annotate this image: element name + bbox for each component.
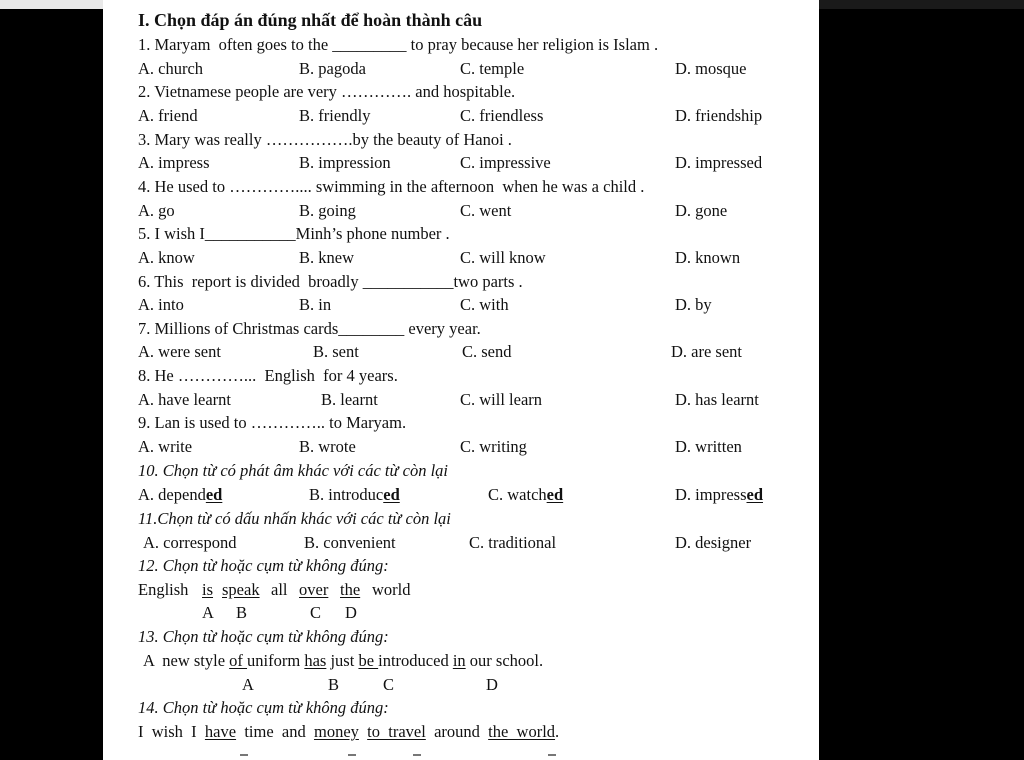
q10-option-a-stem: A. depend [138, 485, 206, 504]
question-5 [138, 222, 450, 246]
question-text: 5. I wish I___________Minh’s phone number . [138, 224, 450, 244]
option-c: C. temple [460, 58, 525, 78]
option-c: C. will know [460, 247, 546, 267]
option-c: C. friendless [460, 105, 544, 125]
question-text: 3. Mary was really …………….by the beauty of Hanoi . [138, 129, 512, 149]
option-c: C. send [462, 342, 512, 362]
option-a: A. church [138, 58, 204, 78]
options-row-5 [138, 246, 798, 270]
cut-off-mark [240, 754, 248, 756]
q12-underlined-b: speak [222, 580, 260, 599]
q14-text-3 [359, 722, 367, 741]
options-row-8 [138, 388, 798, 412]
q13-text-5: our school. [465, 651, 544, 670]
options-row-7 [138, 340, 798, 364]
q13-underlined-d: in [452, 651, 466, 670]
option-c: C. writing [460, 437, 527, 456]
q10-option-c [488, 483, 563, 507]
option-d: D. friendship [675, 105, 763, 125]
option-d: D. has learnt [675, 389, 759, 409]
section-title-text: I. Chọn đáp án đúng nhất để hoàn thành câu [138, 10, 483, 30]
q13-underlined-b: has [304, 651, 327, 670]
q10-option-d [675, 483, 763, 507]
options-row-1 [138, 57, 798, 81]
options-row-4 [138, 199, 798, 223]
q12-word-all: all [271, 580, 288, 599]
option-c: C. with [460, 295, 509, 315]
q13-text-3: just [326, 651, 359, 670]
q13-sentence [143, 649, 543, 673]
q13-letter-row [138, 673, 538, 697]
question-text: 6. This report is divided broadly ___________two parts . [138, 271, 523, 291]
option-b: B. learnt [321, 389, 378, 409]
q13-letter-b: B [328, 675, 340, 694]
q11-instruction-text: 11.Chọn từ có dấu nhấn khác với các từ còn lại [138, 509, 451, 528]
option-b: B. in [299, 295, 332, 315]
q10-instruction [138, 459, 448, 483]
option-b: B. going [299, 200, 356, 220]
question-6 [138, 270, 523, 294]
question-9 [138, 411, 406, 435]
option-b: B. impression [299, 153, 391, 173]
options-row-9 [138, 435, 798, 459]
q14-text-4: around [425, 722, 489, 741]
option-a: A. into [138, 295, 184, 315]
question-text: 1. Maryam often goes to the _________ to pray because her religion is Islam . [138, 35, 659, 54]
cut-off-mark [548, 754, 556, 756]
question-text: 2. Vietnamese people are very …………. and hospitable. [138, 82, 516, 102]
q13-text-4: introduced [378, 651, 453, 670]
option-d: D. are sent [671, 342, 743, 362]
options-row-2 [138, 104, 798, 128]
q12-sentence [138, 578, 538, 602]
option-a: A. know [138, 247, 195, 267]
cut-off-mark [413, 754, 421, 756]
option-a: A. go [138, 200, 175, 220]
q12-underlined-a: is [202, 580, 214, 599]
option-b: B. wrote [299, 437, 356, 456]
option-c: C. went [460, 200, 512, 220]
q10-option-a [138, 483, 222, 507]
question-7 [138, 317, 481, 341]
q13-text-1: A new style [143, 651, 230, 670]
q14-underlined-b: money [313, 722, 359, 741]
q12-letter-row [138, 601, 538, 625]
q11-instruction [138, 507, 451, 531]
q12-letter-b: B [236, 603, 248, 622]
q11-option-c: C. traditional [469, 533, 557, 552]
option-d: D. gone [675, 200, 728, 220]
q11-options-row [138, 531, 798, 555]
q14-underlined-a: have [204, 722, 237, 741]
question-text: 9. Lan is used to ………….. to Maryam. [138, 413, 407, 433]
option-b: B. knew [299, 247, 354, 267]
question-4 [138, 175, 644, 199]
worksheet-page [103, 0, 819, 760]
q10-option-b [309, 483, 400, 507]
q12-instruction-text: 12. Chọn từ hoặc cụm từ không đúng: [138, 556, 389, 575]
q14-instruction-text: 14. Chọn từ hoặc cụm từ không đúng: [138, 698, 389, 717]
question-8 [138, 364, 398, 388]
option-d: D. known [675, 247, 741, 267]
option-a: A. friend [138, 105, 198, 125]
q12-letter-d: D [345, 603, 357, 622]
q13-instruction-text: 13. Chọn từ hoặc cụm từ không đúng: [138, 627, 389, 646]
q14-sentence [138, 720, 559, 744]
question-text: 4. He used to ………….... swimming in the afternoon when he was a child . [138, 176, 645, 196]
option-a: A. impress [138, 153, 210, 173]
options-row-6 [138, 293, 798, 317]
option-a: A. write [138, 437, 193, 456]
option-a: A. have learnt [138, 389, 231, 409]
q14-underlined-d: the world [488, 722, 556, 741]
question-2 [138, 80, 515, 104]
q14-text-2: time and [236, 722, 314, 741]
option-c: C. impressive [460, 153, 551, 173]
q10-options-row [138, 483, 798, 507]
question-1 [138, 33, 658, 57]
option-a: A. were sent [138, 342, 221, 362]
q13-letter-d: D [486, 675, 498, 694]
q10-option-b-stem: B. introduc [309, 485, 384, 504]
q14-instruction [138, 696, 389, 720]
q13-underlined-a: of [229, 651, 248, 670]
q12-word-world: world [372, 580, 411, 599]
q11-option-d: D. designer [675, 533, 752, 552]
q11-option-a: A. correspond [143, 533, 237, 552]
question-3 [138, 128, 512, 152]
option-b: B. sent [313, 342, 359, 362]
q14-text-1: I wish I [138, 722, 205, 741]
q10-instruction-text: 10. Chọn từ có phát âm khác với các từ còn lại [138, 461, 448, 480]
q11-option-b: B. convenient [304, 533, 396, 552]
q10-option-d-stem: D. impress [675, 485, 747, 504]
q13-text-2: uniform [247, 651, 305, 670]
q12-underlined-d: the [340, 580, 361, 599]
option-c: C. will learn [460, 389, 543, 409]
cut-off-mark [348, 754, 356, 756]
option-d: D. impressed [675, 153, 763, 173]
top-edge-band-right [819, 0, 1024, 9]
option-b: B. friendly [299, 105, 371, 125]
q10-option-c-ending: ed [546, 485, 564, 504]
options-row-3 [138, 151, 798, 175]
q14-underlined-c: to travel [367, 722, 426, 741]
question-text: 8. He …………... English for 4 years. [138, 366, 398, 386]
cut-off-letter-row [103, 754, 819, 760]
option-d: D. mosque [675, 58, 747, 78]
q12-letter-c: C [310, 603, 322, 622]
section-title [138, 8, 482, 32]
q10-option-b-ending: ed [383, 485, 400, 504]
q10-option-c-stem: C. watch [488, 485, 547, 504]
q13-letter-a: A [242, 675, 254, 694]
q13-letter-c: C [383, 675, 395, 694]
q13-underlined-c: be [358, 651, 379, 670]
option-d: D. written [675, 437, 742, 456]
question-text: 7. Millions of Christmas cards________ every year. [138, 318, 481, 338]
option-d: D. by [675, 295, 712, 315]
q12-letter-a: A [202, 603, 214, 622]
q12-word-english: English [138, 580, 189, 599]
q10-option-a-ending: ed [205, 485, 223, 504]
q12-underlined-c: over [299, 580, 329, 599]
q14-text-5: . [555, 722, 560, 741]
q12-instruction [138, 554, 389, 578]
q13-instruction [138, 625, 389, 649]
q10-option-d-ending: ed [746, 485, 763, 504]
option-b: B. pagoda [299, 58, 366, 78]
